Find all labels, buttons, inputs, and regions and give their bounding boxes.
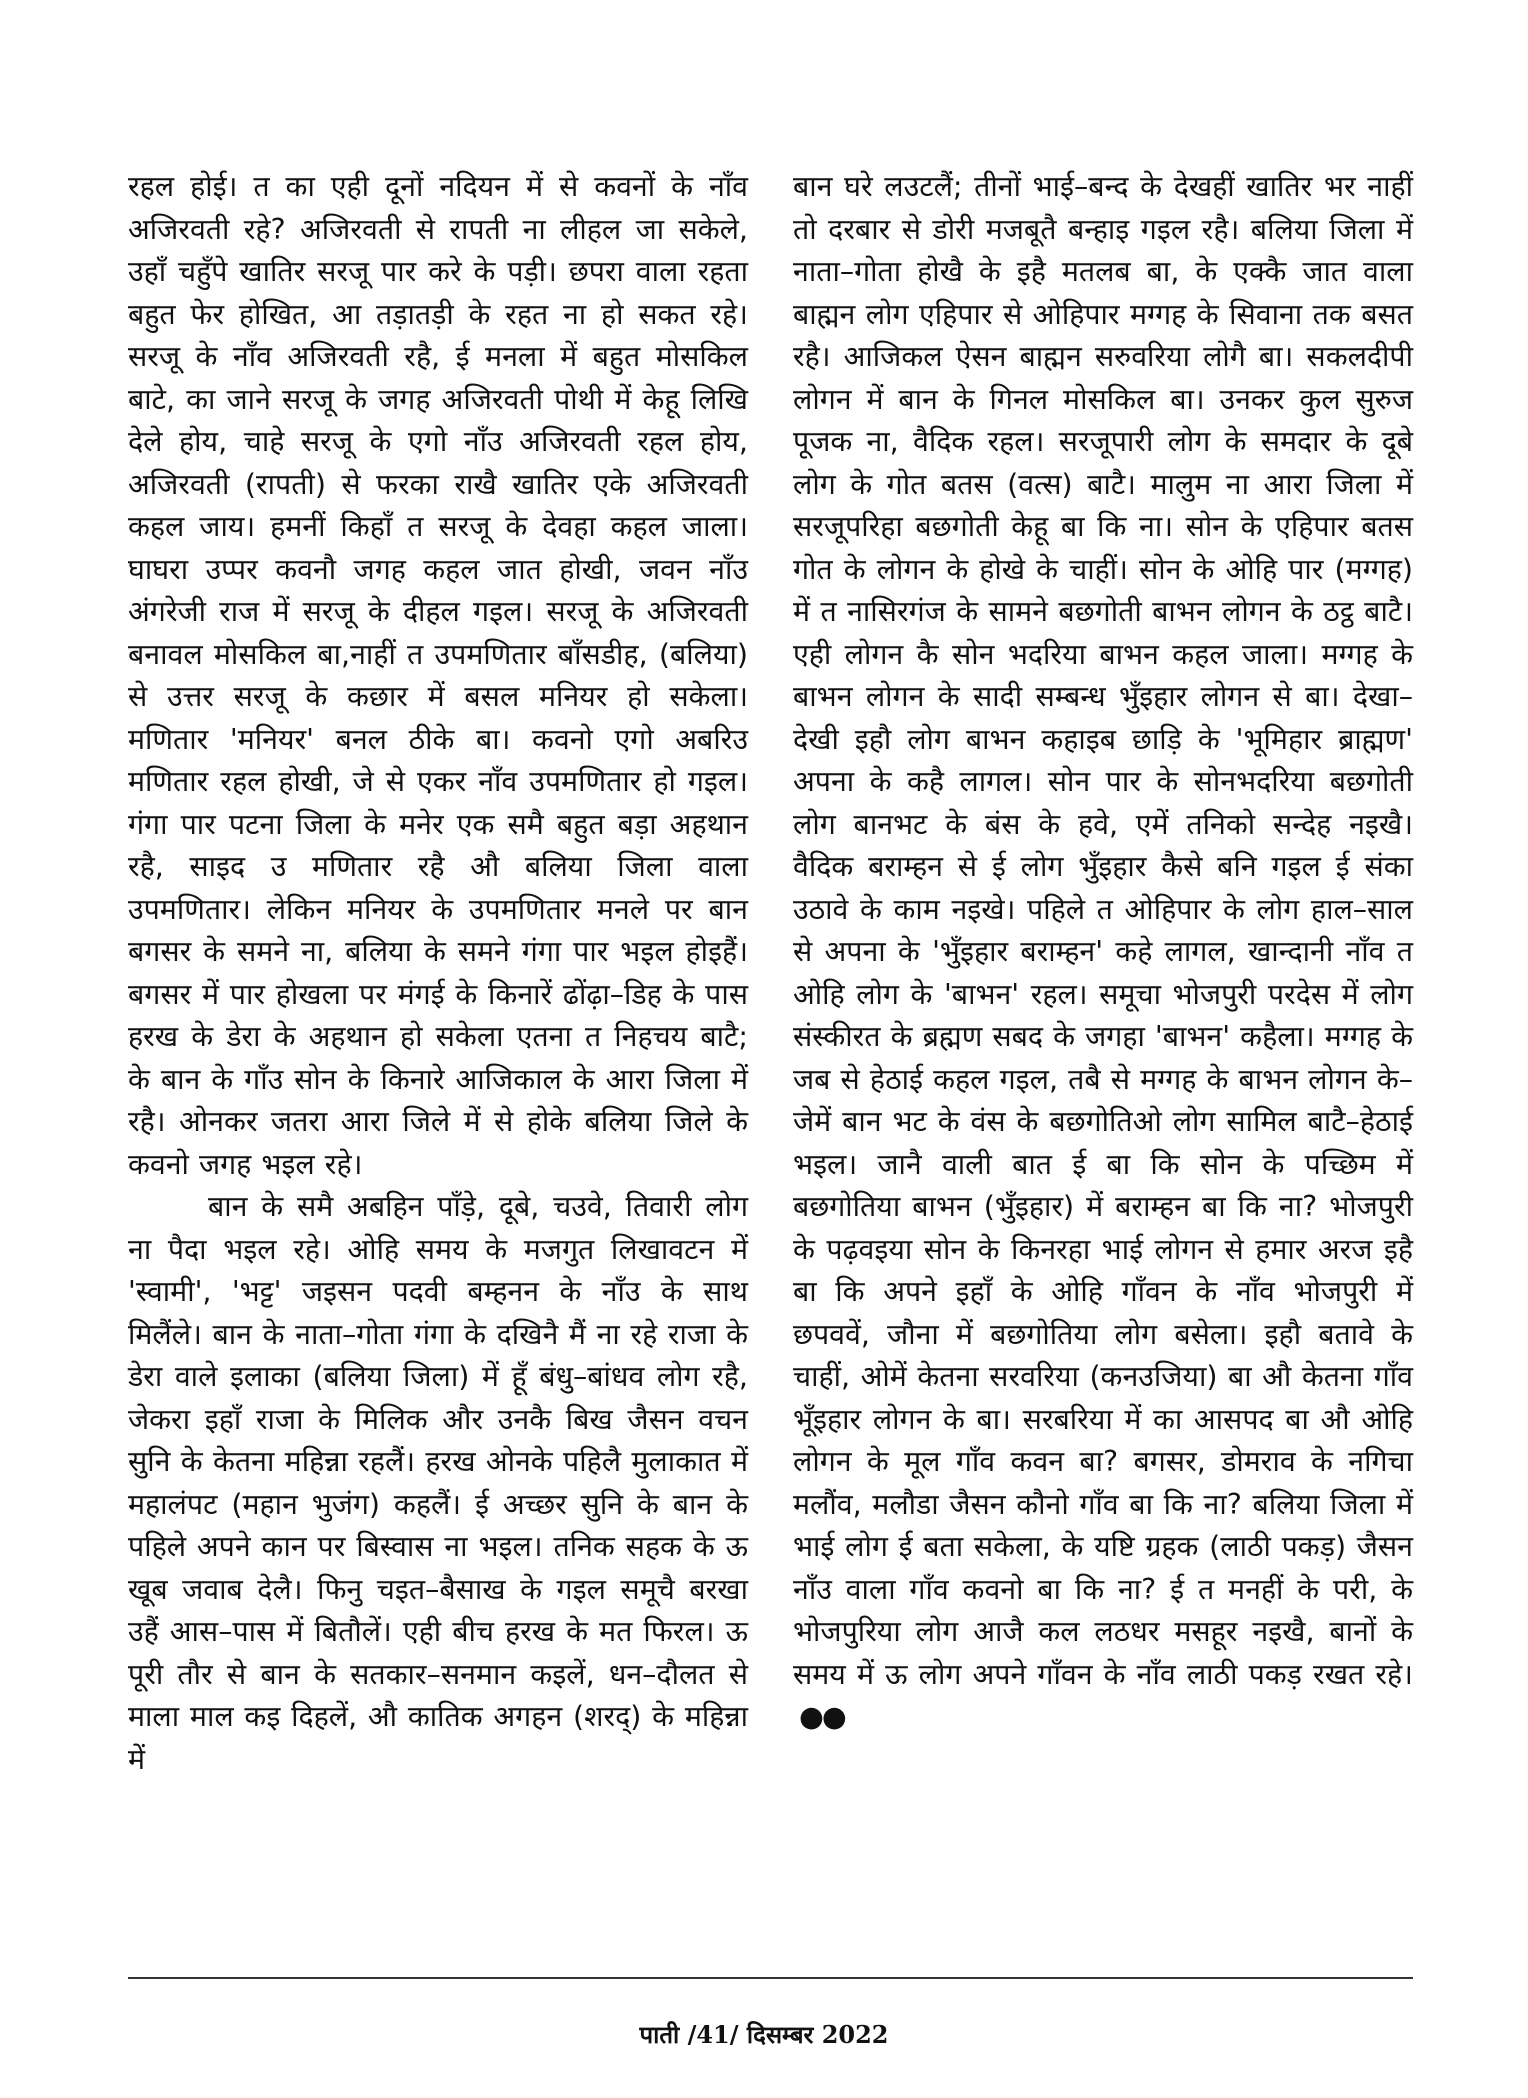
paragraph: रहल होई। त का एही दूनों नदियन में से कवनों के नाँव अजिरवती रहे? अजिरवती से रापती ना लीहल जा सकेले, उहाँ चहुँपे खातिर सरजू पार करे के पड़ी। छपरा वाला रहता बहुत फेर होखित, आ तड़ातड़ी के रहत ना हो सकत रहे। सरजू के नाँव अजिरवती रहै, ई मनला में बहुत मोसकिल बाटे, का जाने सरजू के जगह अजिरवती पोथी में केहू लिखि देले होय, चाहे सरजू के एगो नाँउ अजिरवती रहल होय, अजिरवती (रापती) से फरका राखै खातिर एके अजिरवती कहल जाय। हमनीं किहाँ त सरजू के देवहा कहल जाला। घाघरा उप्पर कवनौ जगह कहल जात होखी, जवन नाँउ अंगरेजी राज में सरजू के दीहल गइल। सरजू के अजिरवती बनावल मोसकिल बा,नाहीं त उपमणितार बाँसडीह, (बलिया) से उत्तर सरजू के कछार में बसल मनियर हो सकेला। मणितार 'मनियर' बनल ठीके बा। कवनो एगो अबरिउ मणितार रहल होखी, जे से एकर नाँव उपमणितार हो गइल। गंगा पार पटना जिला के मनेर एक समै बहुत बड़ा अहथान रहै, साइद उ मणितार रहै औ बलिया जिला वाला उपमणितार। लेकिन मनियर के उपमणितार मनले पर बान बगसर के समने ना, बलिया के समने गंगा पार भइल होइहैं। बगसर में पार होखला पर मंगई के किनारें ढोंढ़ा–डिह के पास हरख के डेरा के अहथान हो सकेला एतना त निहचय बाटै; के बान के गाँउ सोन के किनारे आजिकाल के आरा जिला में रहै। ओनकर जतरा आरा जिले में से होके बलिया जिले के कवनो जगह भइल रहे।	[128, 170, 748, 1181]
paragraph	[793, 166, 1413, 1739]
paragraph-text: बान घरे लउटलैं; तीनों भाई–बन्द के देखहीं खातिर भर नाहीं तो दरबार से डोरी मजबूतै बन्हाइ गइल रहै। बलिया जिला में नाता–गोता होखै के इहै मतलब बा, के एक्कै जात वाला बाह्मन लोग एहिपार से ओहिपार मग्गह के सिवाना तक बसत रहै। आजिकल ऐसन बाह्मन सरुवरिया लोगै बा। सकलदीपी लोगन में बान के गिनल मोसकिल बा। उनकर कुल सुरुज पूजक ना, वैदिक रहल। सरजूपारी लोग के समदार के दूबे लोग के गोत बतस (वत्स) बाटै। मालुम ना आरा जिला में सरजूपरिहा बछगोती केहू बा कि ना। सोन के एहिपार बतस गोत के लोगन के होखे के चाहीं। सोन के ओहि पार (मग्गह) में त नासिरगंज के सामने बछगोती बाभन लोगन के ठट्ठ बाटै। एही लोगन कै सोन भदरिया बाभन कहल जाला। मग्गह के बाभन लोगन के सादी सम्बन्ध भुँइहार लोगन से बा। देखा–देखी इहौ लोग बाभन कहाइब छाड़ि के 'भूमिहार ब्राह्मण' अपना के कहै लागल। सोन पार के सोनभदरिया बछगोती लोग बानभट के बंस के हवे, एमें तनिको सन्देह नइखै। वैदिक बराम्हन से ई लोग भुँइहार कैसे बनि गइल ई संका उठावे के काम नइखे। पहिले त ओहिपार के लोग हाल–साल से अपना के 'भुँइहार बराम्हन' कहे लागल, खान्दानी नाँव त ओहि लोग के 'बाभन' रहल। समूचा भोजपुरी परदेस में लोग संस्कीरत के ब्रह्मण सबद के जगहा 'बाभन' कहैला। मग्गह के जब से हेठाई कहल गइल, तबै से मग्गह के बाभन लोगन के– जेमें बान भट के वंस के बछगोतिओ लोग सामिल बाटै–हेठाई भइल। जानै वाली बात ई बा कि सोन के पच्छिम में बछगोतिया बाभन (भुँइहार) में बराम्हन बा कि ना? भोजपुरी के पढ़वइया सोन के किनरहा भाई लोगन से हमार अरज इहै बा कि अपने इहाँ के ओहि गाँवन के नाँव भोजपुरी में छपववें, जौना में बछगोतिया लोग बसेला। इहौ बतावे के चाहीं, ओमें केतना सरवरिया (कनउजिया) बा औ केतना गाँव भूँइहार लोगन के बा। सरबरिया में का आसपद बा औ ओहि लोगन के मूल गाँव कवन बा? बगसर, डोमराव के नगिचा मलौंव, मलौडा जैसन कौनो गाँव बा कि ना? बलिया जिला में भाई लोग ई बता सकेला, के यष्टि ग्रहक (लाठी पकड़) जैसन नाँउ वाला गाँव कवनो बा कि ना? ई त मनहीं के परी, के भोजपुरिया लोग आजै कल लठधर मसहूर नइखै, बानों के समय में ऊ लोग अपने गाँवन के नाँव लाठी पकड़ रखत रहे।	[793, 170, 1413, 1691]
article-column-right	[793, 166, 1413, 1739]
end-of-article-mark: ●●	[799, 1700, 845, 1733]
page-footer: पाती /41/ दिसम्बर 2022	[639, 2020, 889, 2049]
paragraph: बान के समै अबहिन पाँड़े, दूबे, चउवे, तिवारी लोग ना पैदा भइल रहे। ओहि समय के मजगुत लिखावटन में 'स्वामी', 'भट्ट' जइसन पदवी बम्हनन के नाँउ के साथ मिलैंले। बान के नाता–गोता गंगा के दखिनै मैं ना रहे राजा के डेरा वाले इलाका (बलिया जिला) में हूँ बंधु–बांधव लोग रहै, जेकरा इहाँ राजा के मिलिक और उनकै बिख जैसन वचन सुनि के केतना महिन्ना रहलैं। हरख ओनके पहिलै मुलाकात में महालंपट (महान भुजंग) कहलैं। ई अच्छर सुनि के बान के पहिले अपने कान पर बिस्वास ना भइल। तनिक सहक के ऊ खूब जवाब देलै। फिनु चइत–बैसाख के गइल समूचै बरखा उहैं आस–पास में बितौलें। एही बीच हरख के मत फिरल। ऊ पूरी तौर से बान के सतकार–सनमान कइलें, धन–दौलत से माला माल कइ दिहलें, औ कातिक अगहन (शरद्) के महिन्ना में	[128, 1190, 748, 1776]
article-column-left	[128, 166, 748, 1781]
footer-divider	[128, 1977, 1413, 1979]
